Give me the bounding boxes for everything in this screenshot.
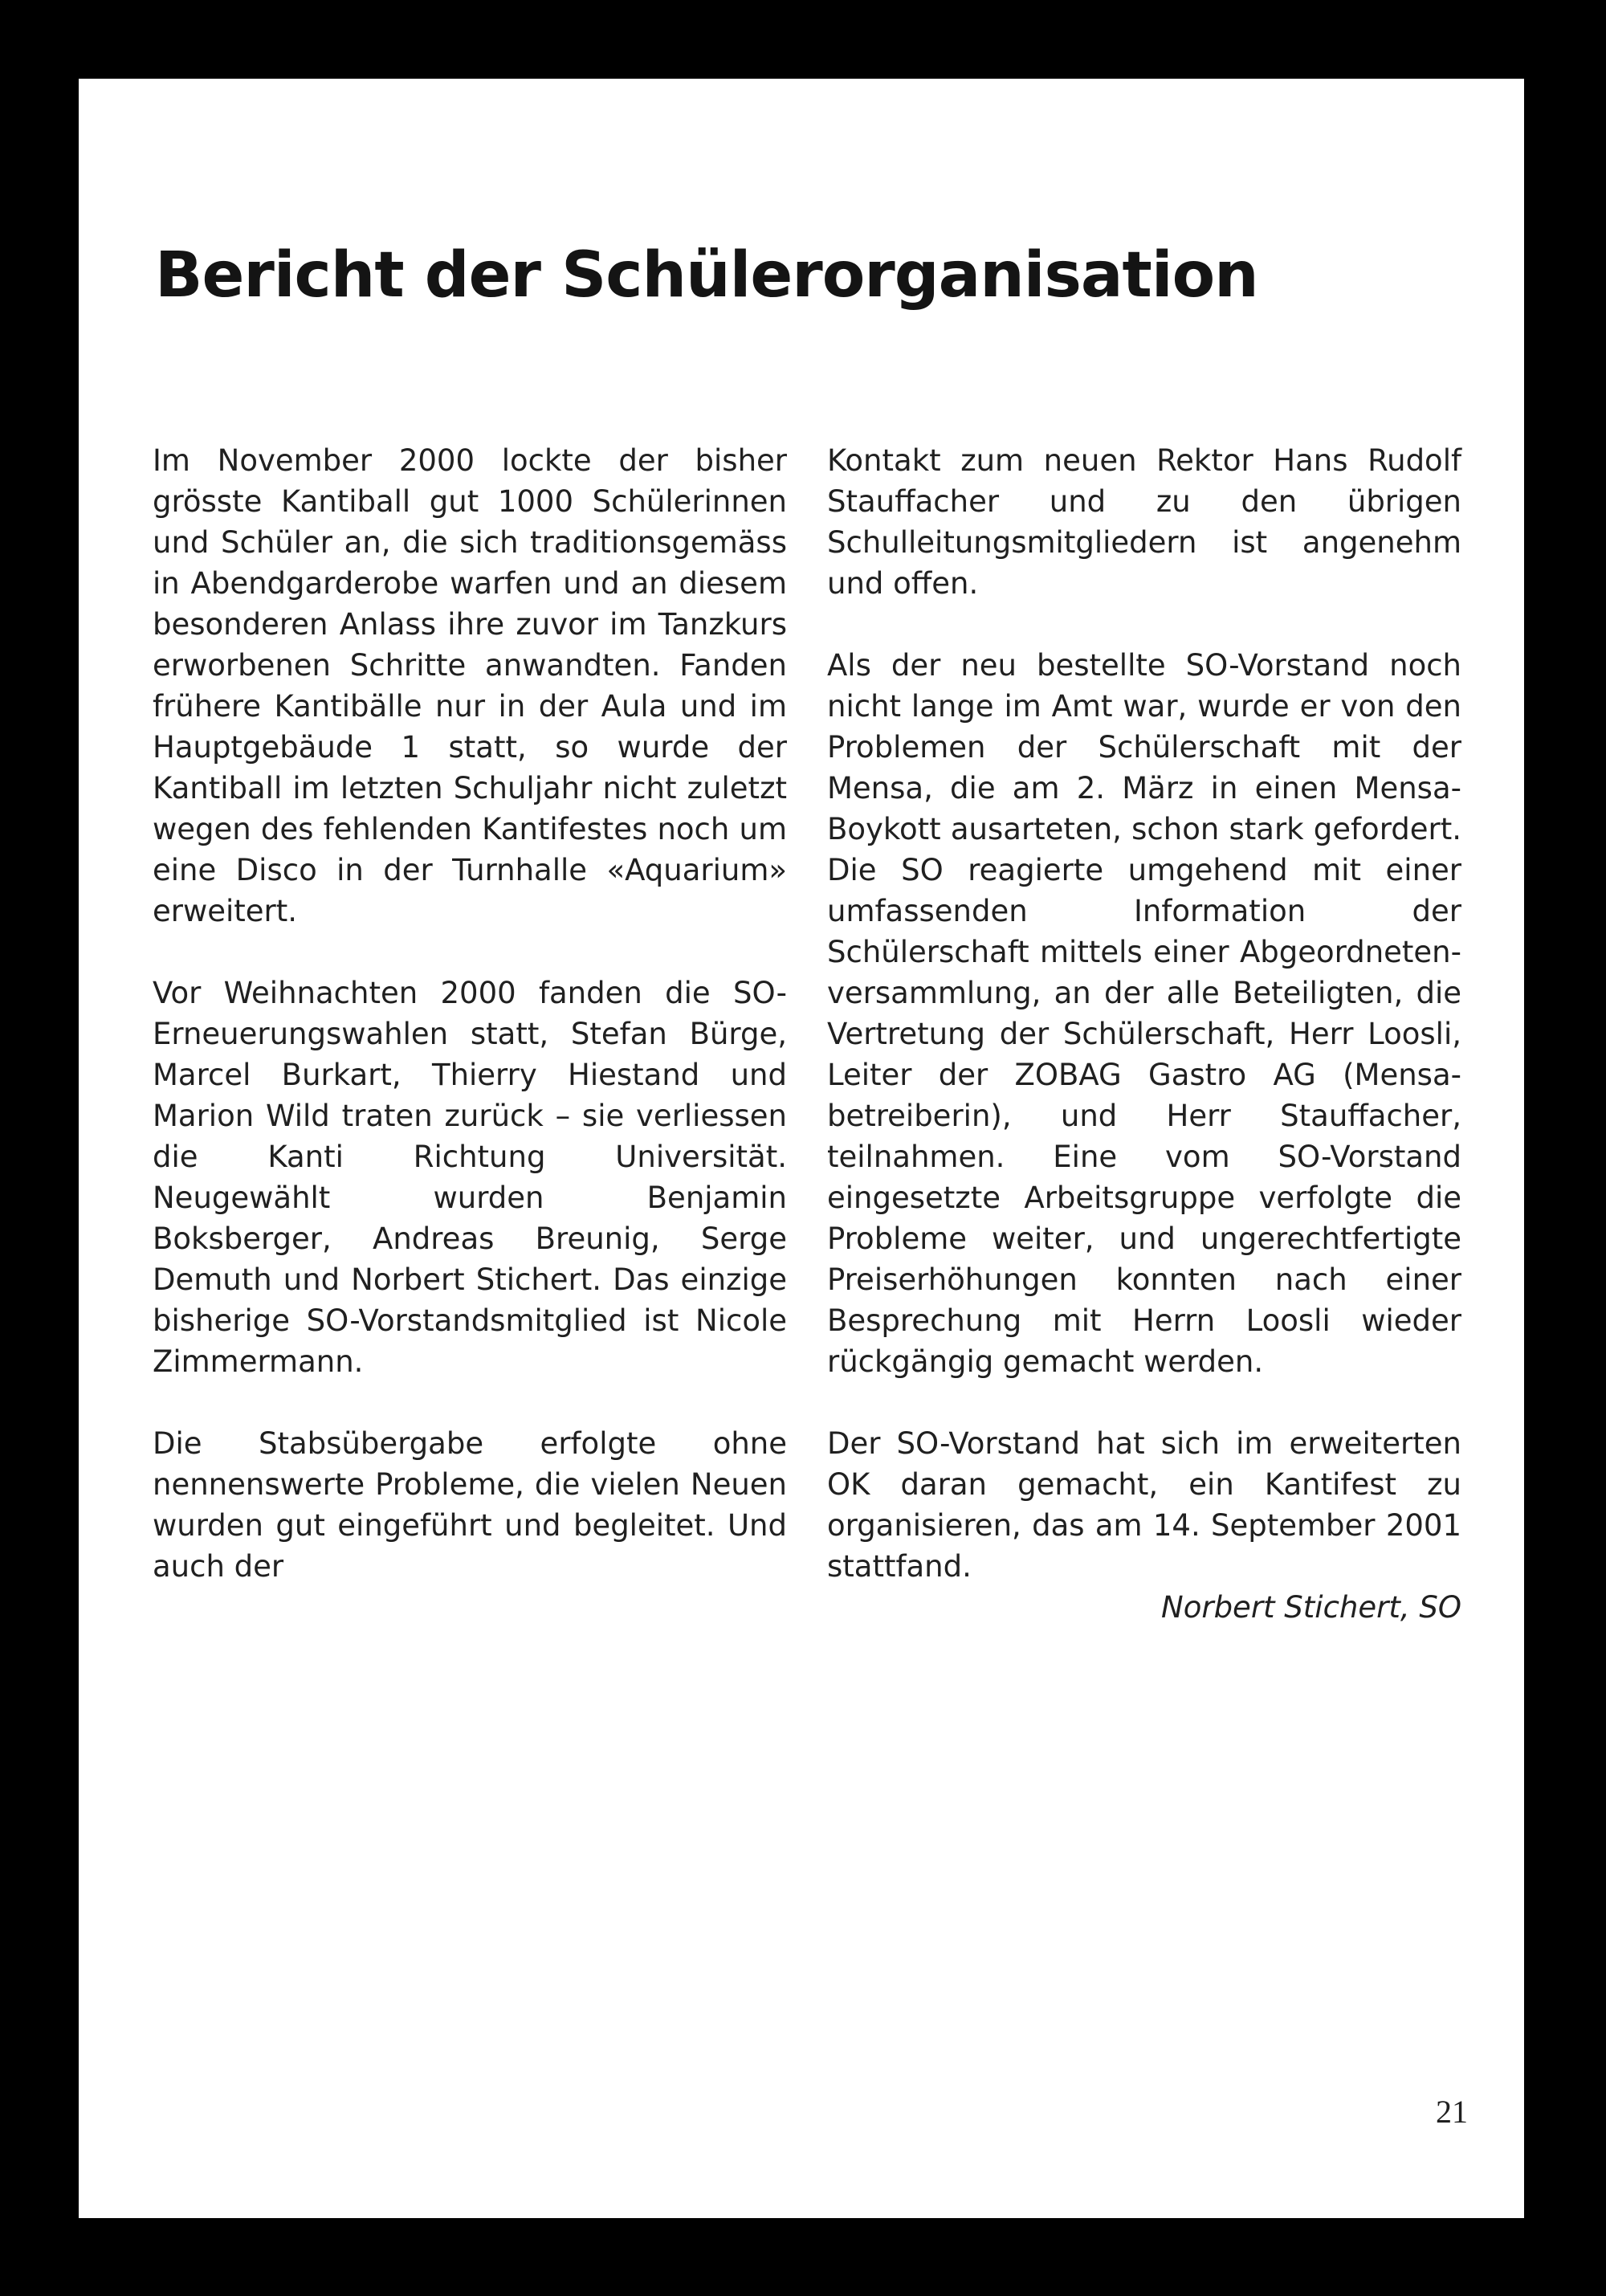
paragraph: Kontakt zum neuen Rektor Hans Rudolf Stauffacher und zu den übrigen Schulleitungsmitgliedern ist angenehm und offen.	[827, 443, 1461, 601]
paragraph: Vor Weihnachten 2000 fanden die SO-Erneuerungswahlen statt, Stefan Bürge, Marcel Burkart, Thierry Hiestand und Marion Wild traten zurück – sie verliessen die Kanti Richtung Universität. Neugewählt wurden Benjamin Boksberger, Andreas Breunig, Serge Demuth und Norbert Stichert. Das einzige bisherige SO-Vorstandsmitglied ist Nicole Zimmermann.	[153, 976, 787, 1379]
document-page	[79, 79, 1524, 2218]
paragraph: Als der neu bestellte SO-Vorstand noch nicht lange im Amt war, wurde er von den Problemen der Schülerschaft mit der Mensa, die am 2. März in einen Mensa-Boykott ausarteten, schon stark gefordert. Die SO reagierte umgehend mit einer umfassenden Information der Schülerschaft mittels einer Abgeordnetenversammlung, an der alle Beteiligten, die Vertretung der Schülerschaft, Herr Loosli, Leiter der ZOBAG Gastro AG (Mensabetreiberin), und Herr Stauffacher, teilnahmen. Eine vom SO-Vorstand eingesetzte Arbeitsgruppe verfolgte die Probleme weiter, und ungerechtfertigte Preiserhöhungen konnten nach einer Besprechung mit Herrn Loosli wieder rückgängig gemacht werden.	[827, 648, 1461, 1379]
page-number: 21	[1436, 2094, 1468, 2130]
page-title: Bericht der Schülerorganisation	[155, 239, 1258, 312]
author-signature: Norbert Stichert, SO	[1161, 1590, 1461, 1625]
right-column	[827, 440, 1461, 1628]
paragraph: Im November 2000 lockte der bisher grösste Kantiball gut 1000 Schülerinnen und Schüler an, die sich traditionsgemäss in Abendgarderobe warfen und an diesem besonderen Anlass ihre zuvor im Tanzkurs erworbenen Schritte anwandten. Fanden frühere Kantibälle nur in der Aula und im Hauptgebäude 1 statt, so wurde der Kantiball im letzten Schuljahr nicht zuletzt wegen des fehlenden Kantifestes noch um eine Disco in der Turnhalle «Aquarium» erweitert.	[153, 443, 787, 928]
left-column	[153, 440, 787, 1587]
paragraph: Der SO-Vorstand hat sich im erweiterten OK daran gemacht, ein Kantifest zu organisieren, das am 14. September 2001 stattfand.	[827, 1426, 1461, 1584]
paragraph: Die Stabsübergabe erfolgte ohne nennenswerte Probleme, die vielen Neuen wurden gut eingeführt und begleitet. Und auch der	[153, 1426, 787, 1584]
